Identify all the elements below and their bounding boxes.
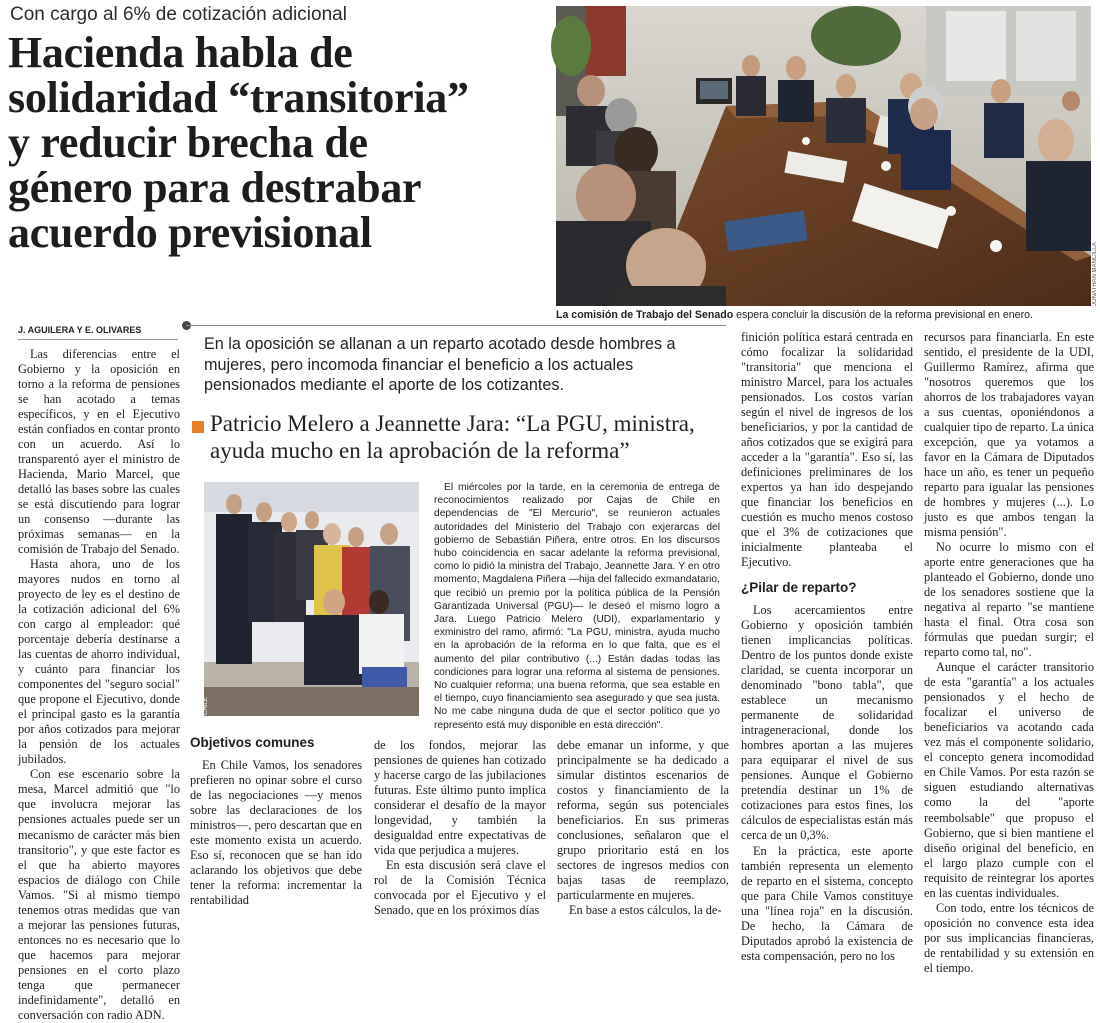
headline — [8, 30, 548, 255]
section-heading: Objetivos comunes — [190, 735, 315, 750]
column-5 — [741, 330, 913, 964]
sidebar-headline-text: Patricio Melero a Jeannette Jara: “La PGU, ministra, ayuda mucho en la aprobación de la reforma” — [210, 411, 695, 463]
lead — [186, 325, 726, 396]
paragraph: de los fondos, mejorar las pensiones de quienes han cotizado y hacerse cargo de las jubilaciones futuras. Este último punto implica considerar el desafío de la mayor longevidad, y también la desigualdad entre expectativas de vida que perjudica a mujeres. — [374, 738, 546, 858]
orange-square-icon — [192, 421, 204, 433]
column-2 — [190, 734, 362, 908]
paragraph: Los acercamientos entre Gobierno y oposición también tienen implicancias políticas. Dentro de los puntos donde existe claridad, se cuenta incorporar un denominado "bono tabla", que establece un mecanismo permanente de solidaridad intrageneracional, donde los hombres aportan a las mujeres para equiparar el nivel de sus pensiones. Aunque el Gobierno pretendía destinar un 1% de cotizaciones para estos fines, los cálculos de especialistas están más cerca de un 0,3%. — [741, 603, 913, 843]
paragraph: Hasta ahora, uno de los mayores nudos en torno al proyecto de ley es el destino de la cotización adicional del 6% con cargo al empleador: qué porcentaje debería destinarse a las cuentas de ahorro individual, y cuánto para financiar los componentes del "seguro social" que propone el Ejecutivo, donde el principal gasto es la garantía por años cotizados para mejorar la pensión de los actuales jubilados. — [18, 557, 180, 767]
paragraph: debe emanar un informe, y que principalmente se ha dedicado a simular distintos escenarios de costos y financiamiento de la reforma, según sus potenciales beneficiarios. En sus primeras conclusiones, señalaron que el grupo prioritario está en los sectores de ingresos medios con bajas tasas de reemplazo, particularmente en mujeres. — [557, 738, 729, 903]
inset-photo — [204, 482, 419, 716]
paragraph: En esta discusión será clave el rol de la Comisión Técnica convocada por el Ejecutivo y el Senado, que en los próximos días — [374, 858, 546, 918]
photo-caption — [556, 308, 1096, 322]
sidebar-text — [434, 481, 720, 732]
paragraph: Las diferencias entre el Gobierno y la oposición en torno a la reforma de pensiones se han acotado a temas específicos, y en el Ejecutivo están confiados en contar pronto con un acuerdo. Así lo transparentó ayer el ministro de Hacienda, Mario Marcel, que detalló las bases sobre las cuales se está discutiendo para lograr un consenso —durante las próximas semanas— en la comisión de Trabajo del Senado. — [18, 347, 180, 557]
sidebar-headline — [188, 408, 718, 464]
column-4 — [557, 738, 729, 918]
headline-line: solidaridad “transitoria” — [8, 73, 469, 122]
paragraph: No ocurre lo mismo con el aporte entre generaciones que ha planteado el Gobierno, donde uno de los senadores sostiene que la negativa al reparto "se mantiene hasta el final. Otra cosa son fórmulas que puedan surgir; el reparto como tal, no". — [924, 540, 1094, 660]
column-3 — [374, 738, 546, 918]
section-heading: ¿Pilar de reparto? — [741, 580, 857, 596]
headline-line: género para destrabar — [8, 163, 422, 212]
paragraph: Aunque el carácter transitorio de esta "garantía" a los actuales pensionados y el hecho de focalizar el universo de beneficiarios va acotando cada vez más el componente solidario, el concepto genera incomodidad en Chile Vamos. Por esta razón se siguen estudiando alternativas como la del "aporte reembolsable" que propuso el Gobierno, que si bien mantiene el diseño original del beneficio, en el largo plazo cumple con el requisito de reintegrar los aportes en las cuentas individuales. — [924, 660, 1094, 900]
paragraph: En la práctica, este aporte también representa un elemento de reparto en el sistema, concepto que para Chile Vamos constituye una "línea roja" en la discusión. De hecho, la Cámara de Diputados aprobó la existencia de esta compensación, pero no los — [741, 843, 913, 963]
paragraph: Con todo, entre los técnicos de oposición no convence esta idea por sus implicancias financieras, de rentabilidad y su extensión en el tiempo. — [924, 900, 1094, 975]
main-photo — [556, 6, 1091, 306]
caption-bold: La comisión de Trabajo del Senado — [556, 309, 734, 321]
awards-group-photo — [204, 482, 419, 716]
paragraph: recursos para financiarla. En este sentido, el presidente de la UDI, Guillermo Ramírez, afirma que "nosotros queremos que los ahorros de los trabajadores vayan a sus cuentas, oponiéndonos a cualquier tipo de reparto. La única excepción, que ya votamos a favor en la Cámara de Diputados hace un año, es tener un pequeño reparto para igualar las pensiones de hombres y mujeres (...). Lo justo es que ambos tengan la misma pensión". — [924, 330, 1094, 540]
column-1 — [18, 347, 180, 1023]
headline-line: y reducir brecha de — [8, 118, 368, 167]
headline-line: acuerdo previsional — [8, 208, 372, 257]
paragraph: Con ese escenario sobre la mesa, Marcel admitió que "lo que involucra mejorar las pensiones actuales puede ser un mecanismo de carácter más bien transitorio", y que este factor es el que ha abierto mayores espacios de diálogo con Chile Vamos. "Si al mismo tiempo tenemos otras medidas que van a mejorar las pensiones futuras, entonces no es necesario que lo que hacemos para mejorar pensiones en el corto plazo tenga que permanecer indefinidamente", detalló en conversación con radio ADN. — [18, 767, 180, 1022]
paragraph: En base a estos cálculos, la de- — [569, 903, 722, 918]
kicker: Con cargo al 6% de cotización adicional — [10, 4, 347, 25]
caption-rest: espera concluir la discusión de la reforma previsional en enero. — [733, 309, 1033, 321]
lead-text: En la oposición se allanan a un reparto acotado desde hombres a mujeres, pero incomoda financiar el beneficio a los actuales pensionados mediante el aporte de los cotizantes. — [204, 335, 676, 394]
byline: J. AGUILERA Y E. OLIVARES — [18, 325, 178, 340]
inset-photo-credit: CAJAS DE CHILE — [203, 697, 209, 746]
paragraph: En Chile Vamos, los senadores prefieren no opinar sobre el curso de las negociaciones —y menos sobre las declaraciones de los ministros—, pero descartan que en este momento exista un acuerdo. Eso sí, reconocen que se han ido aclarando los objetivos que debe tener la reforma: incrementar la rentabilidad — [190, 758, 362, 908]
column-6 — [924, 330, 1094, 976]
paragraph: finición política estará centrada en cómo focalizar la solidaridad "transitoria" que menciona el ministro Marcel, para los actuales pensionados. Los costos varían según el nivel de ingresos de los beneficiarios, y por la cantidad de años cotizados que se exigirá para acceder a la "garantía". Eso sí, las definiciones preliminares de los expertos ya han ido despejando que financiar los beneficios en cuestión es mucho menos costoso que el 3% de cotizaciones que inicialmente planteaba el Ejecutivo. — [741, 330, 913, 570]
photo-credit: JONATHAN MANCILLA — [1092, 242, 1098, 306]
sidebar-paragraph: El miércoles por la tarde, en la ceremonia de entrega de reconocimientos realizado por Cajas de Chile en dependencias de "El Mercurio", se reunieron actuales autoridades del Ministerio del Trabajo con exjerarcas del gobierno de Sebastián Piñera, entre otros. En los discursos hubo coincidencia en sacar adelante la reforma previsional, como lo pidió la ministra del Trabajo, Jeannette Jara. Y en otro momento, Magdalena Piñera —hija del fallecido exmandatario, que recibió un premio por la política pública de la Pensión Garantizada Universal (PGU)— le deseó el mismo logro a Jara. Luego Patricio Melero (UDI), exparlamentario y exministro del ramo, afirmó: "La PGU, ministra, ayuda mucho en la aprobación de la reforma en lo que falta, que es el aumento del pilar contributivo (...) Están dadas todas las condiciones para lograr una reforma al sistema de pensiones. No cualquier reforma; una buena reforma, que sea estable en el tiempo, cuyo financiamiento sea asegurado y que sea justa. No me cabe ninguna duda de que el sector político que yo represento está muy disponible en esta dirección". — [434, 482, 720, 731]
committee-meeting-photo — [556, 6, 1091, 306]
headline-line: Hacienda habla de — [8, 28, 353, 77]
